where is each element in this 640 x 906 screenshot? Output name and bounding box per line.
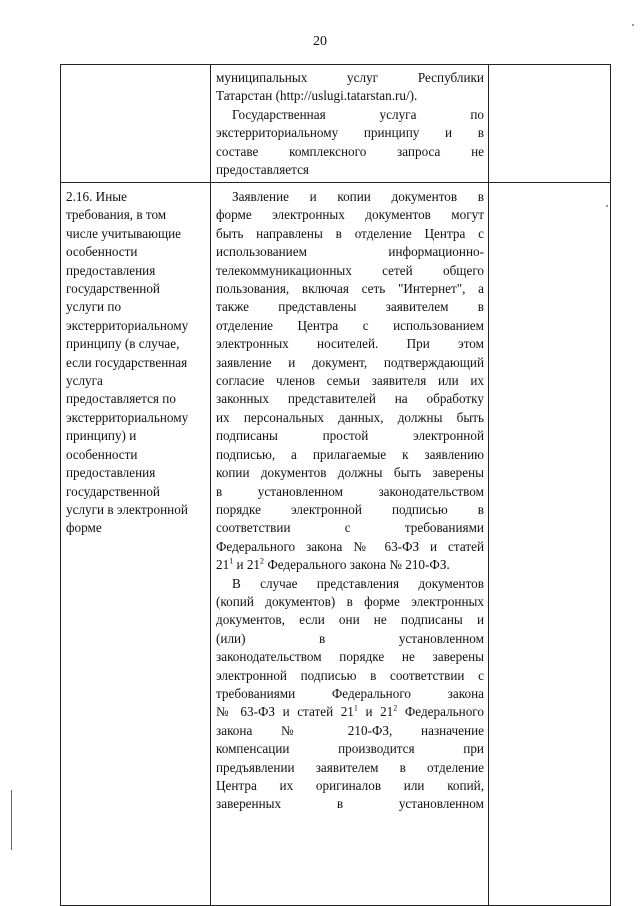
label-line: если государственная [66,354,188,370]
para2-line: (копий документов) в форме электронных [216,593,484,609]
para1-line: подписаны простой электронной [216,428,484,444]
table-row-2-16 [61,183,611,906]
para1-line: Заявление и копии документов в [232,189,484,204]
page-number: 20 [313,34,327,49]
label-line: особенности [66,244,138,260]
row1-content-cell [211,65,489,183]
row1-line: составе комплексного запроса не [216,143,484,159]
para1-line: в установленном законодательством [216,483,484,499]
row1-line: муниципальных услуг Республики [216,70,484,85]
para2-line: законодательством порядке не заверены [216,649,484,665]
label-line: государственной [66,483,160,499]
para2-line: закона № 210-ФЗ, назначение [216,722,484,738]
para1-last-line: $21^1$ и $21^2$ Федерального закона № 210-ФЗ. [216,556,450,573]
row1-line: экстерриториальному принципу и в [216,125,484,141]
row1-line: предоставляется [216,162,309,178]
label-line: предоставления [66,465,156,481]
para2-line: предъявлении заявителем в отделение [216,759,484,775]
para1-line: заявление и документ, подтверждающий [216,354,484,370]
label-line: требования, в том [66,207,167,223]
para1-line: копии документов должны быть заверены [216,465,484,481]
document-table [60,64,611,906]
label-line: принципу) и [66,428,137,444]
para1-line: законных представителей на обработку [216,391,484,407]
para1-line: Федерального закона № 63-ФЗ и статей [216,538,484,554]
label-line: числе учитывающие [66,225,182,241]
requirement-label [61,183,210,538]
row1-line: Татарстан (http://uslugi.tatarstan.ru/). [216,88,418,104]
para2-line: электронной подписью в соответствии с [216,667,484,683]
para2-line: В случае представления документов [232,575,484,591]
para1-line: согласие членов семьи заявителя или их [216,373,484,389]
para1-line: их персональных данных, должны быть [216,409,484,425]
scan-speck [606,205,608,207]
label-line: форме [66,520,102,536]
table-row-continued [61,65,611,183]
para2-line: Центра их оригиналов или копий, [216,778,484,793]
para1-line: электронных носителей. При этом [216,336,484,352]
para1-line: соответствии с требованиями [216,520,484,536]
label-line: услуги в электронной [66,501,188,517]
para1-line: телекоммуникационных сетей общего [216,262,484,278]
label-line: государственной [66,281,160,297]
row1-label-cell [61,65,211,183]
label-line: 2.16. Иные [66,189,127,204]
para2-line: (или) в установленном [216,630,484,646]
row1-note-cell [489,65,611,183]
row2-note-cell [489,183,611,906]
label-line: услуга [66,373,103,389]
label-line: экстерриториальному [66,317,189,333]
para1-line: пользования, включая сеть "Интернет", а [216,281,484,297]
label-line: особенности [66,446,138,462]
row1-line: Государственная услуга по [232,106,484,122]
label-line: принципу (в случае, [66,336,180,352]
label-line: экстерриториальному [66,409,189,425]
label-line: предоставляется по [66,391,176,407]
para1-line: отделение Центра с использованием [216,317,484,333]
requirement-text [211,183,488,814]
para1-line: также представлены заявителем в [216,299,484,315]
scan-edge-mark [11,790,12,850]
para2-sup-line: № 63-ФЗ и статей $21^1$ и $21^2$ Федерального [216,703,484,720]
label-line: предоставления [66,262,156,278]
para1-line: порядке электронной подписью в [216,501,484,517]
row2-label-cell [61,183,211,906]
para2-line: документов, если они не подписаны и [216,612,484,628]
para2-line: заверенных в установленном [216,796,484,812]
para1-line: форме электронных документов могут [216,207,484,223]
para2-line: требованиями Федерального закона [216,685,484,701]
para1-line: подписью, а прилагаемые к заявлению [216,446,484,462]
row2-content-cell [211,183,489,906]
para2-line: компенсации производится при [216,741,484,757]
para1-line: использованием информационно- [216,244,484,260]
para1-line: быть направлены в отделение Центра с [216,225,484,241]
label-line: услуги по [66,299,122,315]
scan-speck [632,24,634,26]
